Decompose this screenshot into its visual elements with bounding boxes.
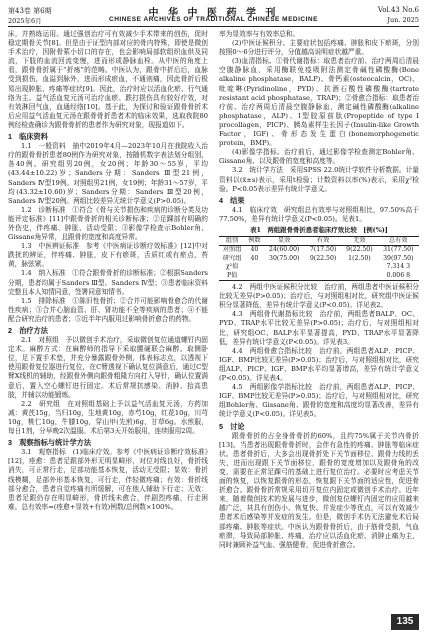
imaging-result-paragraph: 4.5 两组影像学指标比较 治疗前，两组患者ALP、PICP、IGF、BMP比较无差异(P>0.05)；治疗后，与对照组相对比，研究组Bohler角、Gissane角、跟骨的宽度和高度均显著改善，差异有统计学意义(P<0.05)。详见表5。 [219,383,419,419]
table-cell: 对照组 [222,246,242,254]
table-header-cell: 例数 [248,237,261,245]
imaging-indicators-paragraph: (4)影像学指标。治疗前后，通过影像学检查测定Bohler角、Gissane角、以及跟骨的宽度和高度等。 [219,148,419,166]
table-header-cell: 总有效 [389,237,408,245]
table-row [219,272,419,281]
diagnostic-criteria-paragraph: 1.2 诊断标准 ①符合《骨与关节损伤和疾病的诊断分类及功能评定标准》[11]中跟骨骨折的相关诊断标准；②足踝部有明确的外伤史，伴疼痛、肿胀、活动受限；③影像学检查示Bohler角、Gissane角异常，且跟骨的宽度和高度异常。 [8,205,208,242]
running-header [8,6,419,19]
table-header-cell: 显效 [278,237,291,245]
tcm-score-result-paragraph: 4.2 两组中医证候积分比较 治疗前，两组患者中医证候积分比较无差异(P>0.05)；治疗后，与对照组相对比，研究组中医证候积分显著降低，差异有统计学意义(P<0.05)。详见表2。 [219,283,419,310]
running-header-sub [8,16,419,26]
table-cell: 40 [250,254,259,262]
table-cell [305,272,341,281]
date-en: Jun. 2025 [387,16,419,24]
table-1-caption: 表1 两组跟骨骨折患者临床疗效比较 [例(%)] [250,225,388,234]
left-column [8,30,208,628]
volume-issue-cn: 第43卷 第6期 [8,7,52,15]
table-row [219,246,419,255]
table-cell [341,272,377,281]
general-data-paragraph: 1.1 一般资料 抽中2019年4月—2023年10月在我院收入治疗的跟骨骨折患者80例作为研究对象，按随机数字表法划分组别，各40例。研究组男20例，女20例；年龄30～55岁，平均(43.44±10.22)岁；Sanders分期：Sanders Ⅲ型21例，Sanders Ⅳ型19例。对照组男21例，女19例；年龄31～57岁，平均(43.32±10.60)岁；Sanders分期：Sanders Ⅲ型20例，Sanders Ⅳ型20例。两组比较差异无统计学意义(P>0.05)。 [8,142,208,205]
table-cell [245,263,263,271]
journal-title-cn: 中 华 中 医 药 学 刊 [148,8,279,19]
table-cell [264,272,305,281]
table-cell: 9(22.50) [346,246,373,254]
table-cell: 24(60.00) [269,246,300,254]
intro-paragraph: 床，并熟练运用。通过强创治疗可有效减少手术带来的创伤，促时稳定期骨关节[8]。但是由于证型内部对应的骨内特殊，即使是微创手术治疗，因附骨萦小切口的存在，也会影响局部软组织血供及同流，下肢的血流回流变慢，进而形成静脉血栓。从中医的角度上看，跟骨骨折属于“折疡”的范畴。中医认为，跟骨中折后后，血脉受到损伤，血溢到脉外，进而形成瘀血，不通则痛，因此骨折后极易出现肿胀、疼痛等症状[9]。因此，治疗时应以活血化瘀、行气通络为主。益气活血复元汤可治疗血瘀、跌打损伤具有较好疗效，对有效淋回气血，血通经络[10]。基于此，为探讨和验证跟骨骨折术后应用益气活血复元汤在跟骨骨折患者术的临床效果，选取我院80例经检查确诊为跟骨骨折的患者作为研究对象，现报道如下。 [8,30,208,129]
discussion-paragraph: 跟骨骨折的占全身骨骨折的60%，且约75%属于关节内骨折[13]。当患者出现跟骨骨折时，会伴有急性的疼痛、肿胀等临床症状。患者骨折后，大多会出现骨折处下关节面移位、跟骨力线的丢失，进而出现跟下关节面移位，跟骨的宽度增加以及跟骨角的改变，需要在正常足踝弓的基础上进行复位治疗。必要时应考虑关节面的恢复，以恢复跟骨的形态，恢复跟下关节面的适应性，促进骨折愈合。跟骨骨折常规采用切开复位内固定或微创手术治疗。近年来，随着微创技术的发展与进步，微创复位螺钉内固定的应用越来越广泛，其具有创伤小、恢复快、并发症少等优点，可以有效减少患者术后感染等并发症的发生。但是，微创手术仍无法避免术后局部疼痛、肿胀等症状。中医认为跟骨骨折后，由于筋骨受损，气血瘀滞，导致局部肿胀、疼痛，治疗应以活血化瘀、消肿止痛为主，同时兼顾补益气血、强筋健骨，促进骨折愈合。 [219,431,419,549]
table-cell: 0.006 8 [386,271,411,279]
table-cell: 40 [250,246,259,254]
table-cell [341,263,377,271]
table-cell: 39(97.50) [383,254,414,262]
clinical-efficacy-paragraph: 4.1 临床疗效 研究组总有效率与对照组相比，97.50%高于77.50%，差异有统计学意义(P<0.05)。见表1。 [219,205,419,223]
table-cell [305,263,341,271]
section-heading-results: 4 结果 [219,195,245,205]
exclusion-criteria-paragraph: 1.5 排除标准 ①陈旧性骨折；②合并可能影响骨愈合的代谢性疾病；③合并心脑血管、肝、肾功能不全等疾病的患者；④不能配合研究治疗的患者；⑤近半年内服用过影响骨折愈合的药物。 [8,296,208,323]
table-1 [219,236,419,281]
journal-title-en: CHINESE ARCHIVES OF TRADITIONAL CHINESE MEDICINE [109,16,318,23]
table-row [219,263,419,271]
header-rule [8,26,419,27]
date-cn: 2025年6月 [8,17,42,25]
tcm-criteria-paragraph: 1.3 中医辨证标准 参考《中医病证诊断疗效标准》[12]中对跌扰的辨证，伴疼痛、肿胀，皮下有瘀斑，舌质红或有瘀点，苔黄，脉弦紧。 [8,242,208,269]
continued-paragraph: 率为显效率与有效率总和。 [219,30,300,38]
page-number: 135 [391,614,419,630]
bone-metabolism-result-paragraph: 4.3 两组骨代谢指标比较 治疗前，两组患者BALP、OC、PYD、TRAP水平比较无差异(P>0.05)；治疗后，与对照组相对比，研究组OC、BALP水平显著提高，PYD、TRAP水平显著降低，差异有统计学意义(P<0.05)。详见表3。 [219,310,419,346]
table-cell: 7.314 3 [386,263,411,271]
tcm-score-paragraph: (2)中医证候积分。主要症状包括疼痛、肿胀和皮下瘀斑，分别按照0～6分进行评分，分值越高说明症状越严重。 [219,39,419,57]
study-group-paragraph: 2.2 研究组 在对照组基础上予以益气活血复元汤，方药加减：黄芪15g，当归10g，生地黄10g，赤芍10g，红花10g，川芎10g，桃仁10g，牛膝10g，穿山甲(先煎)6g，甘草6g。水煎服，每日1剂，分早晚2次温服。术后第3天开始服用，连续服用2周。 [8,399,208,436]
table-cell: 31(77.50) [383,246,414,254]
table-cell: 9(22.50) [309,254,337,262]
table-header-cell: 有效 [316,237,330,245]
statistics-paragraph: 3.2 统计学方法 采用SPSS 22.0统计学软件分析数据。计量资料以(x̄±s)表示，采用t检验；计数资料以率(%)表示，采用χ²检验。P<0.05表示差异有统计学意义。 [219,166,419,193]
section-heading-discussion: 5 讨论 [219,421,245,431]
table-cell: χ²值 [225,263,239,271]
section-heading-observation: 3 观察指标与统计学方法 [8,438,92,448]
bone-healing-result-paragraph: 4.4 两组骨愈合指标比较 治疗前，两组患者ALP、PICP、IGF、BMP比较无差异(P>0.05)；治疗后，与对照组相对比，研究组ALP、PICP、IGF、BMP水平均显著增高，差异有统计学意义(P<0.05)。详见表4。 [219,346,419,383]
table-header-cell: 组别 [225,237,239,245]
section-heading-clinical-data: 1 临床资料 [8,132,48,142]
control-group-paragraph: 2.1 对照组 予以微创手术治疗，采取微创复位通道螺钉内固定术。麻醉方式：在麻醉师的指导下采取腰硬联合麻醉。取侧卧位，足下置手术垫，并充分暴露跟骨外侧，体表标志点，以透视下使用跟骨复位器进行复位，在C臂透视下确认复位满意后，通过C型臂X线机的辅助，经跟骨外侧向跟骨粗隆方向打入导针，确认位置满意后，置入空心螺钉进行固定。术后常规抗感染、消肿、抬高患肢，并辅以功能锻炼。 [8,336,208,399]
observation-indicators-paragraph: 3.1 观察指标 (1)临床疗效。参考《中医病证诊断疗效标准》[12]，痊愈：患者足跟部外形无明显畸形，对位对线良好，骨折线消失，可正常行走，足部功能基本恢复，活动无受限；显效：骨折线模糊，足部外形基本恢复，可行走，伴轻微疼痛；有效：骨折线部分愈合，患者自觉疼痛有所缓解，可在他人辅助下行走；无效：患者足跟仍存在明显畸形，骨折线未愈合，伴剧烈疼痛，行走困难。总有效率=(痊愈+显效+有效)例数/总例数×100%。 [8,448,208,511]
table-cell: 30(75.00) [269,254,300,262]
table-row [219,255,419,263]
serum-indicators-paragraph: (3)血清指标。①骨代谢指标：取患者治疗前、治疗两周后清晨空腹静脉血，采用酶联免疫吸附法测定骨碱性磷酸酶(Bone alkaline phosphatase，BALP)、骨钙素(osteocalcin，OC)、吡啶啉(Pyridinoline，PYD)、抗酒石酸性磷酸酶(tartrate resistant acid phosphatase，TRAP)；②骨愈合指标：取患者治疗前、治疗两周后清晨空腹静脉血，测定碱性磷酸酶(alkaline phosphatase，ALP)、I型胶原前肽(Propeptide of type I procollagen，PICP)、胰岛素样生长因子(Insulin-like Growth Factor，IGF)、骨形态发生蛋白(bonemorphogenetic protein，BMP)。 [219,57,419,148]
table-header-cell: 无效 [353,237,366,245]
table-cell: 研究组 [222,254,242,262]
right-column [219,30,419,628]
table-cell [245,272,263,281]
table-cell: 7(17.50) [309,246,337,254]
inclusion-criteria-paragraph: 1.4 纳入标准 ①符合跟骨骨折的诊断标准；②根据Sanders分期，患者均属于Sanders Ⅲ型、Sanders Ⅳ型；③患者临床资料完整且本人知情同意，签署同意知情书。 [8,269,208,296]
table-cell: P值 [226,271,238,279]
section-heading-treatment: 2 治疗方法 [8,326,48,335]
table-cell [264,263,305,271]
volume-issue-en: Vol.43 No.6 [377,6,419,14]
table-cell: 1(2.50) [348,254,371,262]
